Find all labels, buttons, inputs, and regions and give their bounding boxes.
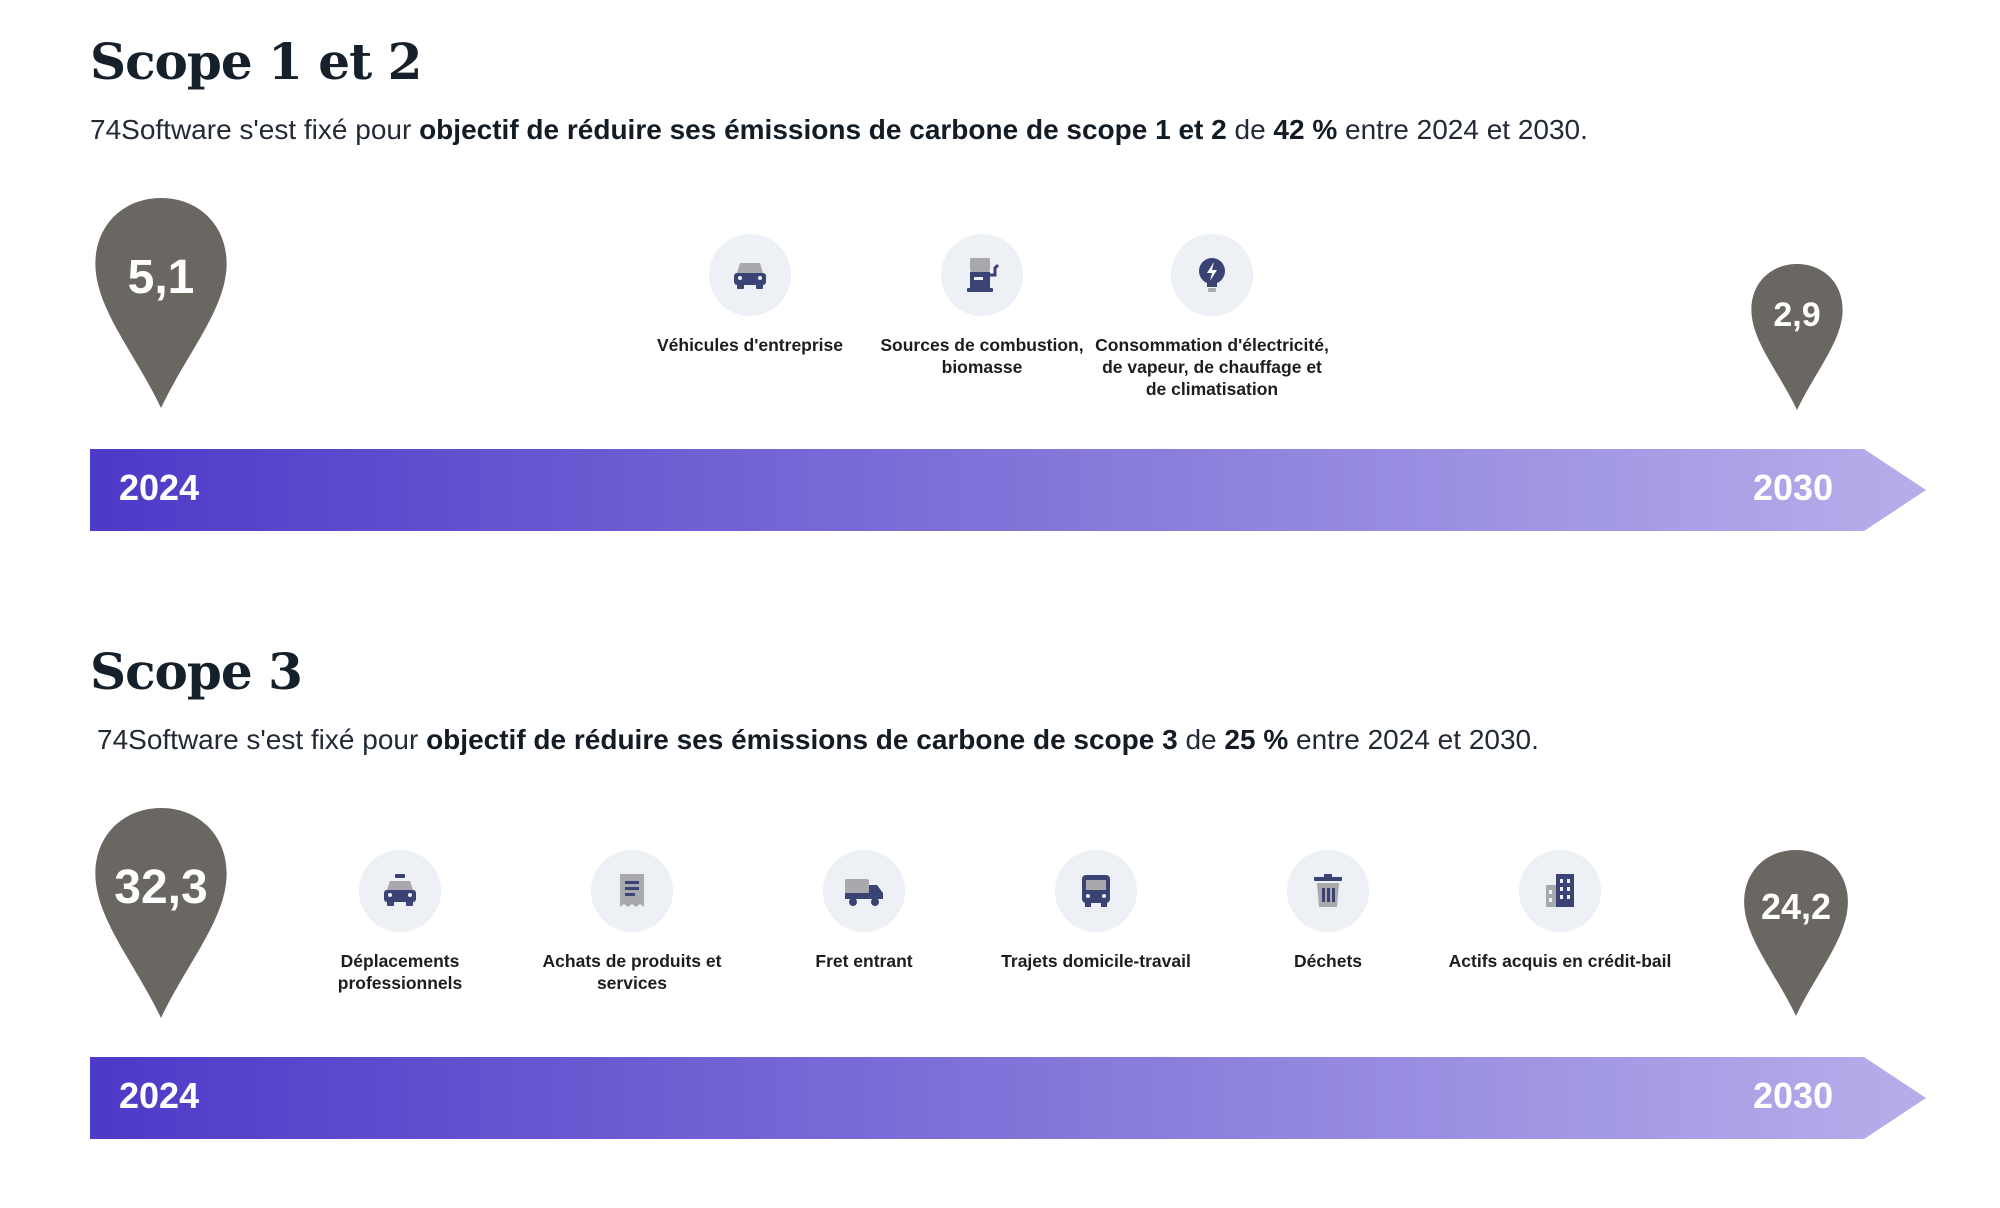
end-year: 2030 [1753,467,1834,508]
category-fret [744,850,984,972]
section-title: Scope 3 [90,642,302,701]
category-label: Achats de produits et services [542,951,722,993]
category-actifs [1440,850,1680,972]
map-pin-icon [1744,850,1848,1016]
desc-suffix: entre 2024 et 2030. [1337,114,1588,145]
end-value: 24,2 [1760,886,1832,927]
desc-mid: de [1226,114,1274,145]
desc-suffix: entre 2024 et 2030. [1288,724,1539,755]
fuel-pump-icon [962,255,1002,295]
category-label: Véhicules d'entreprise [656,335,844,355]
desc-prefix: 74Software s'est fixé pour [90,114,420,145]
end-value: 2,9 [1773,296,1821,334]
section-title: Scope 1 et 2 [90,32,422,91]
end-value-pin [1744,850,1848,1016]
desc-percent: 25 % [1224,724,1289,755]
start-value-pin [94,198,228,408]
category-vehicules [630,234,870,356]
desc-mid: de [1177,724,1225,755]
category-label: Déchets [1293,951,1363,971]
desc-bold: objectif de réduire ses émissions de carbone de scope 3 [426,724,1178,755]
category-label: Trajets domicile-travail [1001,951,1191,971]
category-achats [512,850,752,994]
category-combustion [862,234,1102,378]
category-label: Consommation d'électricité, de vapeur, de chauffage et de climatisation [1095,335,1329,399]
category-electricite [1092,234,1332,400]
trash-icon [1308,871,1348,911]
section-description [90,114,1588,146]
category-label: Déplacements professionnels [337,951,463,993]
start-value-pin [94,808,228,1018]
start-year: 2024 [119,1075,200,1116]
end-value-pin [1750,264,1844,410]
building-icon [1540,871,1580,911]
category-deplacements [280,850,520,994]
section-description [97,724,1539,756]
lightbulb-icon [1192,255,1232,295]
desc-percent: 42 % [1273,114,1338,145]
start-year: 2024 [119,467,200,508]
start-value: 32,3 [114,861,208,914]
receipt-icon [612,871,652,911]
category-label: Sources de combustion, biomasse [880,335,1084,377]
desc-prefix: 74Software s'est fixé pour [97,724,427,755]
taxi-icon [380,871,420,911]
car-icon [730,255,770,295]
bus-icon [1076,871,1116,911]
category-label: Actifs acquis en crédit-bail [1448,951,1672,971]
timeline-arrow [90,1057,1926,1139]
category-dechets [1208,850,1448,972]
truck-icon [843,871,885,911]
timeline-arrow [90,449,1926,531]
end-year: 2030 [1753,1075,1834,1116]
desc-bold: objectif de réduire ses émissions de carbone de scope 1 et 2 [419,114,1227,145]
start-value: 5,1 [127,251,195,304]
category-label: Fret entrant [815,951,913,971]
map-pin-icon [1750,264,1844,410]
category-trajets [976,850,1216,972]
